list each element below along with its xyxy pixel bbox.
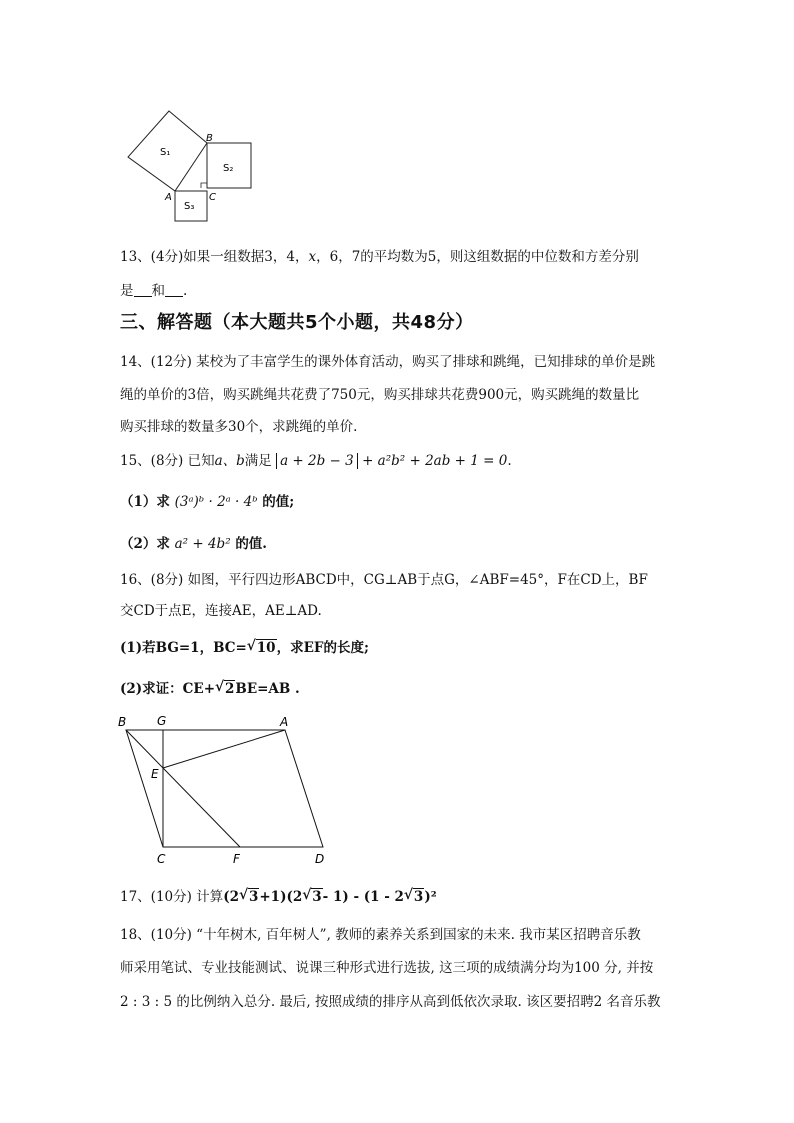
q13-var-x: x (308, 249, 317, 265)
fig2-label-c: C (157, 852, 166, 866)
sqrt-3-b-radicand: 3 (312, 889, 322, 905)
fig2-label-a: A (280, 715, 289, 729)
q14-line2: 绳的单价的3倍，购买跳绳共花费了750元，购买排球共花费900元，购买跳绳的数量比 (120, 387, 640, 403)
q18-line2: 师采用笔试、专业技能测试、说课三种形式进行选拔, 这三项的成绩满分均为100 分, 并按 (120, 960, 654, 976)
q17-line (120, 887, 437, 907)
sqrt-3-c: √ 3 (403, 887, 424, 905)
fig2-label-d: D (315, 852, 325, 866)
sqrt-10: √ 10 (246, 638, 276, 656)
sqrt-3-c-radicand: 3 (413, 889, 424, 905)
q17-expr-a: (2 (223, 889, 239, 905)
q13-line2-mid: 和 (151, 283, 165, 299)
q16-part2 (120, 679, 300, 699)
fig2-label-f: F (233, 852, 240, 866)
q13-blank-2 (165, 284, 183, 297)
q15-abs-expr: a + 2b − 3 (276, 453, 358, 469)
fig2-label-g: G (157, 714, 167, 728)
segment-ae (163, 730, 285, 768)
sqrt-10-radicand: 10 (256, 640, 276, 656)
label-s3: S₃ (184, 201, 195, 212)
sqrt-2-radicand: 2 (225, 681, 235, 697)
q16-line1: 16、(8分) 如图，平行四边形ABCD中，CG⊥AB于点G，∠ABF=45°，F在CD上，BF (120, 572, 648, 588)
q15-p2-expr: a² + 4b² (174, 536, 231, 552)
q13-text-b: ，6，7的平均数为5，则这组数据的中位数和方差分别 (316, 249, 639, 265)
q17-expr-d: )² (424, 889, 437, 905)
label-c: C (209, 192, 216, 203)
q16-part1 (120, 638, 369, 658)
q15-part1 (120, 492, 294, 512)
sqrt-2: √ 2 (215, 679, 235, 697)
q13-blank-1 (134, 284, 152, 297)
q18-line3: 2 : 3 : 5 的比例纳入总分. 最后, 按照成绩的排序从高到低依次录取. 该区要招聘2 名音乐教 (120, 994, 661, 1010)
q13-line2-pre: 是 (120, 283, 134, 299)
q15-mid: 满足 (244, 453, 272, 469)
label-s2: S₂ (223, 163, 234, 174)
q17-expr-c: - 1) - (1 - 2 (322, 889, 404, 905)
parallelogram-abcd (126, 730, 323, 847)
q15-p2-end: 的值. (235, 536, 268, 552)
q15-end: . (507, 453, 512, 469)
q17-expr-b: +1)(2 (259, 889, 303, 905)
label-b: B (206, 133, 213, 144)
q13-line1 (120, 247, 639, 267)
q13-line2-end: . (183, 283, 188, 299)
q16-line2: 交CD于点E，连接AE，AE⊥AD. (120, 603, 322, 619)
q15-p1-label: （1）求 (120, 494, 170, 510)
q15-p1-end: 的值; (262, 494, 295, 510)
q17-expr (223, 889, 436, 905)
q15-vars: a、b (214, 453, 245, 469)
q13-text-a: 13、(4分)如果一组数据3，4， (120, 249, 309, 265)
fig2-label-e: E (151, 767, 159, 781)
q16-p2-pre: (2)求证：CE+ (120, 681, 216, 697)
pythagoras-figure (120, 105, 265, 230)
q16-p2-end: BE=AB . (235, 681, 300, 697)
sqrt-3-b: √ 3 (302, 887, 322, 905)
q16-p1-end: ，求EF的长度; (276, 640, 369, 656)
sqrt-3-a: √ 3 (238, 887, 259, 905)
q15-rest-expr: + a²b² + 2ab + 1 = 0 (362, 453, 508, 469)
q15-pre: 15、(8分) 已知 (120, 453, 215, 469)
q15-p1-expr: (3ᵃ)ᵇ · 2ᵃ · 4ᵇ (174, 494, 258, 510)
section-3-title: 三、解答题（本大题共5个小题，共48分） (120, 312, 474, 333)
segment-bf (126, 730, 240, 847)
q15-part2 (120, 534, 267, 554)
q17-pre: 17、(10分) 计算 (120, 889, 224, 905)
q13-line2 (120, 281, 187, 301)
q15-line1 (120, 451, 512, 471)
fig2-label-b: B (118, 715, 127, 729)
parallelogram-figure (112, 710, 342, 875)
q16-p1-pre: (1)若BG=1，BC= (120, 640, 247, 656)
label-s1: S₁ (160, 147, 171, 158)
q18-line1: 18、(10分) “十年树木, 百年树人”, 教师的素养关系到国家的未来. 我市某区招聘音乐教 (120, 927, 641, 943)
q15-p2-label: （2）求 (120, 536, 170, 552)
sqrt-3-a-radicand: 3 (248, 889, 259, 905)
q14-line1: 14、(12分) 某校为了丰富学生的课外体育活动，购买了排球和跳绳，已知排球的单价是跳 (120, 354, 656, 370)
label-a: A (165, 192, 172, 203)
q14-line3: 购买排球的数量多30个，求跳绳的单价. (120, 419, 358, 435)
right-angle-mark (201, 183, 207, 188)
